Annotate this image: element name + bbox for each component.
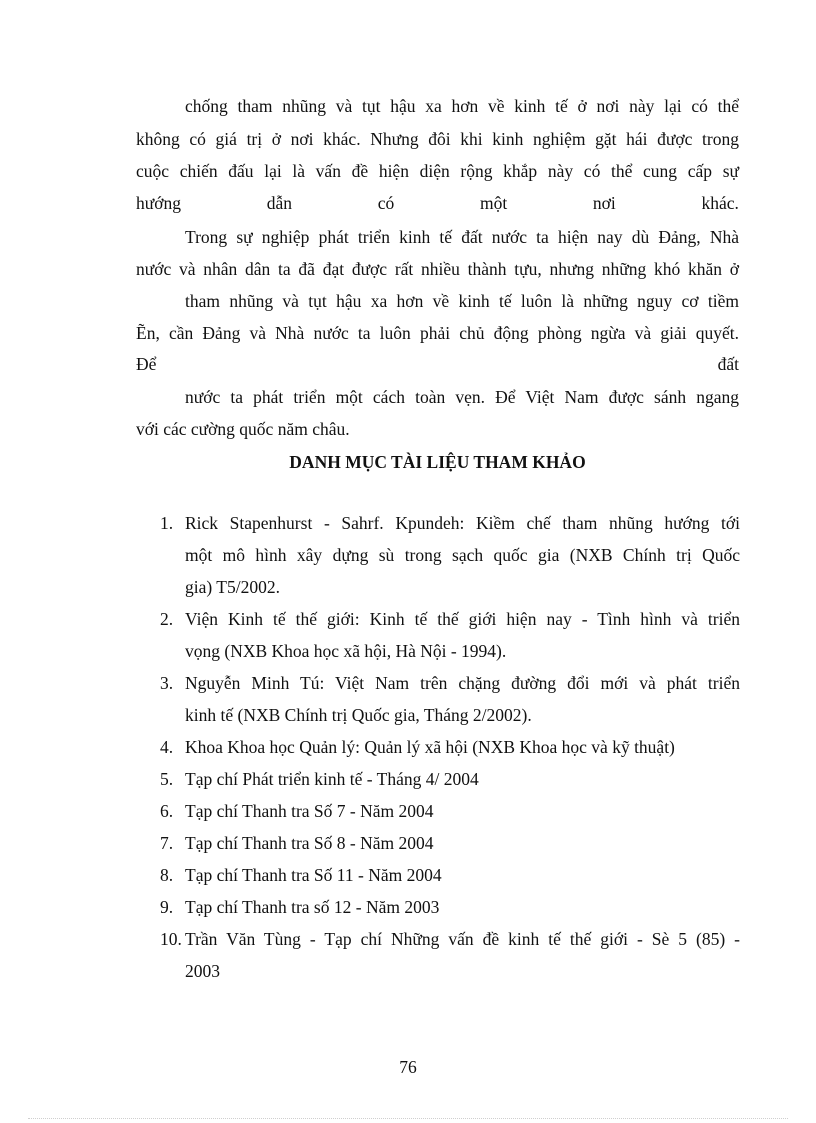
paragraph-2-line-1: Trong sự nghiệp phát triển kinh tế đất nước ta hiện nay dù Đảng, Nhà [185,227,739,247]
reference-text [185,667,740,731]
reference-line: Tạp chí Thanh tra Số 7 - Năm 2004 [185,801,434,821]
reference-text [185,603,740,667]
reference-number: 7. [160,833,174,853]
reference-number: 4. [160,737,174,757]
word: đất [717,354,739,374]
paragraph-3-line-1: nước ta phát triển một cách toàn vẹn. Để Việt Nam được sánh ngang [185,387,739,407]
reference-number: 3. [160,673,174,693]
paragraph-1-line-1: chống tham nhũng và tụt hậu xa hơn về kinh tế ở nơi này lại có thể [185,96,739,116]
word: khác. [701,193,739,213]
reference-line: kinh tế (NXB Chính trị Quốc gia, Tháng 2/2002). [185,705,532,725]
paragraph-2-line-3: tham nhũng và tụt hậu xa hơn về kinh tế luôn là những nguy cơ tiềm [185,291,739,311]
references-heading: DANH MỤC TÀI LIỆU THAM KHẢO [289,452,586,472]
reference-line: Tạp chí Thanh tra số 12 - Năm 2003 [185,897,440,917]
reference-number: 2. [160,609,174,629]
reference-line: Rick Stapenhurst - Sahrf. Kpundeh: Kiềm chế tham nhũng hướng tới [185,513,740,533]
reference-line: 2003 [185,961,220,981]
reference-text [185,923,740,987]
reference-line: Khoa Khoa học Quản lý: Quản lý xã hội (NXB Khoa học và kỹ thuật) [185,737,675,757]
paragraph-2-line-5 [136,352,739,376]
reference-line: Viện Kinh tế thế giới: Kinh tế thế giới hiện nay - Tình hình và triển [185,609,740,629]
reference-text [185,763,740,795]
reference-text [185,731,740,763]
reference-line: vọng (NXB Khoa học xã hội, Hà Nội - 1994). [185,641,507,661]
reference-number: 10. [160,929,182,949]
reference-text [185,795,740,827]
word: Để [136,354,157,374]
reference-number: 1. [160,513,174,533]
page-number: 76 [399,1057,417,1077]
word: có [377,193,395,213]
reference-number: 9. [160,897,174,917]
reference-number: 8. [160,865,174,885]
reference-line: gia) T5/2002. [185,577,280,597]
paragraph-1-line-3: cuộc chiến đấu lại là vấn đề hiện diện rộng khắp này có thể cung cấp sự [136,161,739,181]
reference-text [185,507,740,603]
reference-text [185,891,740,923]
reference-line: một mô hình xây dựng sù trong sạch quốc gia (NXB Chính trị Quốc [185,545,740,565]
reference-text [185,827,740,859]
reference-line: Tạp chí Thanh tra Số 11 - Năm 2004 [185,865,442,885]
page-bottom-rule [28,1118,788,1119]
word: dẫn [266,193,292,213]
reference-number: 5. [160,769,174,789]
reference-text [185,859,740,891]
paragraph-1-line-2: không có giá trị ở nơi khác. Nhưng đôi khi kinh nghiệm gặt hái được trong [136,129,739,149]
reference-number: 6. [160,801,174,821]
word: nơi [592,193,616,213]
reference-line: Trần Văn Tùng - Tạp chí Những vấn đề kinh tế thế giới - Sè 5 (85) - [185,929,740,949]
word: hướng [136,193,181,213]
paragraph-1-line-4 [136,191,739,215]
reference-line: Tạp chí Thanh tra Số 8 - Năm 2004 [185,833,434,853]
paragraph-2-line-2: nước và nhân dân ta đã đạt được rất nhiều thành tựu, nhưng những khó khăn ở [136,259,739,279]
paragraph-2-line-4: Ẽn, cần Đảng và Nhà nước ta luôn phải chủ động phòng ngừa và giải quyết. [136,323,739,343]
word: một [479,193,508,213]
reference-line: Nguyễn Minh Tú: Việt Nam trên chặng đường đổi mới và phát triển [185,673,740,693]
paragraph-3-line-2: với các cường quốc năm châu. [136,419,350,439]
reference-line: Tạp chí Phát triển kinh tế - Tháng 4/ 2004 [185,769,479,789]
